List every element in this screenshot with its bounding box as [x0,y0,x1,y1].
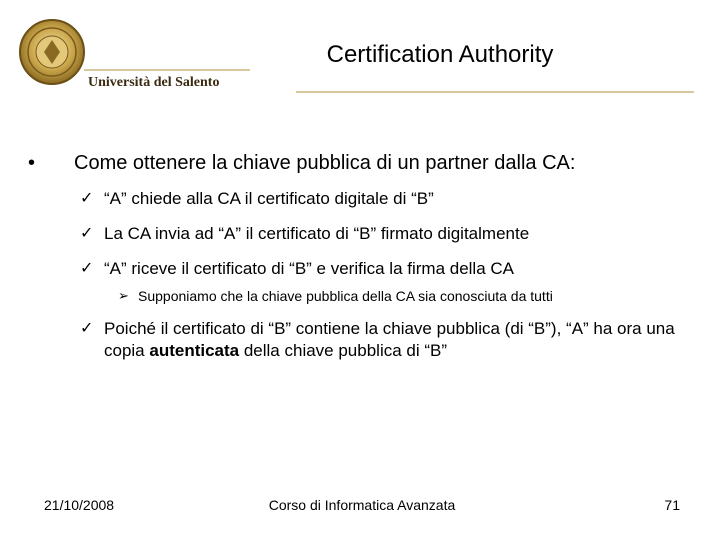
title-divider [296,91,694,93]
checkmark-icon: ✓ [80,190,94,207]
check-item-text [104,318,704,362]
main-bullet-text: Come ottenere la chiave pubblica di un partner dalla CA: [74,152,576,174]
slide-title: Certification Authority [326,41,554,68]
check-item-text: “A” chiede alla CA il certificato digitale di “B” [104,189,434,208]
page-number: 71 [664,497,680,513]
svg-text:Università del Salento: Università del Salento [88,75,220,90]
university-logo [14,12,254,92]
checkmark-icon: ✓ [80,320,94,337]
bullet-dot-icon: • [28,152,36,174]
footer-course: Corso di Informatica Avanzata [268,497,456,513]
university-seal-icon [14,12,254,92]
checkmark-icon: ✓ [80,225,94,242]
check-item-text: “A” riceve il certificato di “B” e verifica la firma della CA [104,259,515,278]
footer-date: 21/10/2008 [44,497,115,513]
check-item-text: La CA invia ad “A” il certificato di “B” firmato digitalmente [104,224,530,243]
checkmark-icon: ✓ [80,260,94,277]
arrow-bullet-icon: ➢ [118,288,129,303]
last-check-bold: autenticata [149,341,240,360]
sub-point-text: Supponiamo che la chiave pubblica della CA sia conosciuta da tutti [138,288,553,304]
last-check-text-a: Poiché il certificato di “B” contiene la chiave pubblica (di “B”), “A” ha ora una copia [104,319,675,360]
last-check-text-b: della chiave pubblica di “B” [239,341,448,360]
